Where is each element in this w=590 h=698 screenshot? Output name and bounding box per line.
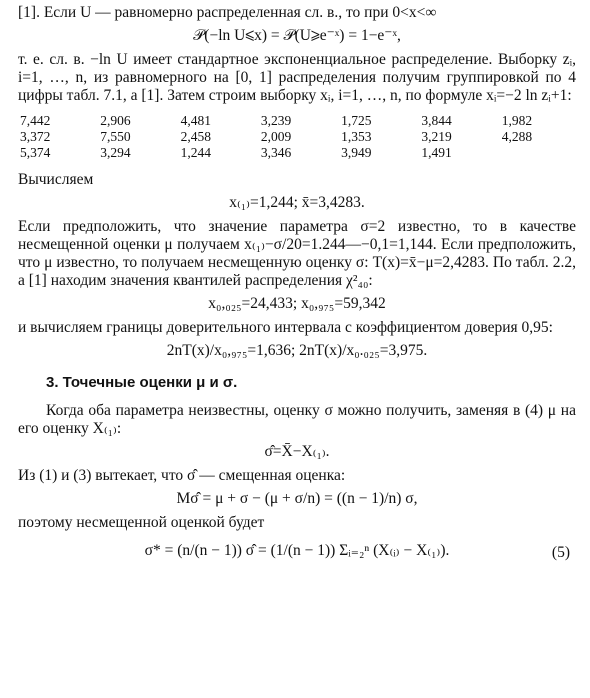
table-cell: 7,550 xyxy=(100,129,131,144)
equation-expectation: Mσ̂ = μ + σ − (μ + σ/n) = ((n − 1)/n) σ, xyxy=(176,490,418,507)
table-cell: 4,288 xyxy=(501,129,533,144)
calc-lead: Вычисляем xyxy=(18,171,94,188)
table-cell: 3,219 xyxy=(421,129,452,144)
table-cell: 1,982 xyxy=(501,113,533,128)
paragraph-biased: Из (1) и (3) вытекает, что σ̂ — смещенная оценка: xyxy=(18,467,346,484)
paragraph-therefore: поэтому несмещенной оценкой будет xyxy=(18,514,265,531)
table-cell: 1,725 xyxy=(341,113,372,128)
table-cell xyxy=(502,145,576,161)
line-intro: [1]. Если U — равномерно распределенная сл. в., то при 0<x<∞ xyxy=(18,4,437,21)
table-cell: 3,844 xyxy=(421,113,452,128)
paragraph-sample: т. е. сл. в. −ln U имеет стандартное экспоненциальное распределение. Выборку zᵢ, i=1, …, n, из равномерного на [0, 1] распределения получим группировкой по 4 цифры табл. 7.1, a [1]. Затем строим выборку xᵢ, i=1, …, n, по формуле xᵢ=−2 ln zᵢ+1: xyxy=(18,51,576,104)
table-cell: 1,353 xyxy=(341,129,372,144)
equation-quantiles: x₀,₀₂₅=24,433; x₀,₉₇₅=59,342 xyxy=(208,295,386,312)
paragraph-known-sigma: Если предположить, что значение параметра σ=2 известно, то в качестве несмещенной оценки μ получаем x₍₁₎−σ/20=1.244—−0,1=1,144. Если предположить, что μ известно, то получаем несмещенную оценку σ: T(x)=x̄−μ=2,4283. По табл. 2.2, a [1] находим значения квантилей распределения χ²₄₀: xyxy=(18,218,576,289)
table-cell: 2,009 xyxy=(260,129,292,144)
equation-number: (5) xyxy=(551,544,570,561)
table-cell: 3,346 xyxy=(260,145,292,160)
table-cell: 2,906 xyxy=(100,113,131,128)
equation-exp-distribution: 𝒫(−ln U⩽x) = 𝒫(U⩾e⁻ˣ) = 1−e⁻ˣ, xyxy=(193,27,401,44)
paragraph-interval: и вычисляем границы доверительного интервала с коэффициентом доверия 0,95: xyxy=(18,319,553,336)
table-cell: 3,949 xyxy=(341,145,372,160)
equation-interval-bounds: 2nT(x)/x₀,₉₇₅=1,636; 2nT(x)/x₀.₀₂₅=3,975. xyxy=(166,342,428,359)
table-cell: 5,374 xyxy=(20,145,51,160)
equation-unbiased-estimator-block xyxy=(18,542,576,560)
table-cell: 3,294 xyxy=(100,145,131,160)
paragraph-both-unknown: Когда оба параметра неизвестны, оценку σ можно получить, заменяя в (4) μ на его оценку X₍₁₎: xyxy=(18,402,576,437)
table-cell: 3,239 xyxy=(260,113,292,128)
equation-unbiased-estimator: σ* = (n/(n − 1)) σ̂ = (1/(n − 1)) Σᵢ₌₂ⁿ (X₍ᵢ₎ − X₍₁₎). xyxy=(144,542,450,559)
sample-values-table xyxy=(20,113,576,161)
table-cell: 2,458 xyxy=(180,129,211,144)
table-cell: 7,442 xyxy=(20,113,51,128)
section-heading: 3. Точечные оценки μ и σ. xyxy=(46,374,238,391)
equation-sigma-hat: σ̂=X̄−X₍₁₎. xyxy=(264,443,330,460)
table-cell: 1,491 xyxy=(421,145,452,160)
table-cell: 1,244 xyxy=(180,145,211,160)
table-cell: 4,481 xyxy=(180,113,211,128)
equation-sample-min-mean: x₍₁₎=1,244; x̄=3,4283. xyxy=(229,194,365,211)
table-cell: 3,372 xyxy=(20,129,51,144)
